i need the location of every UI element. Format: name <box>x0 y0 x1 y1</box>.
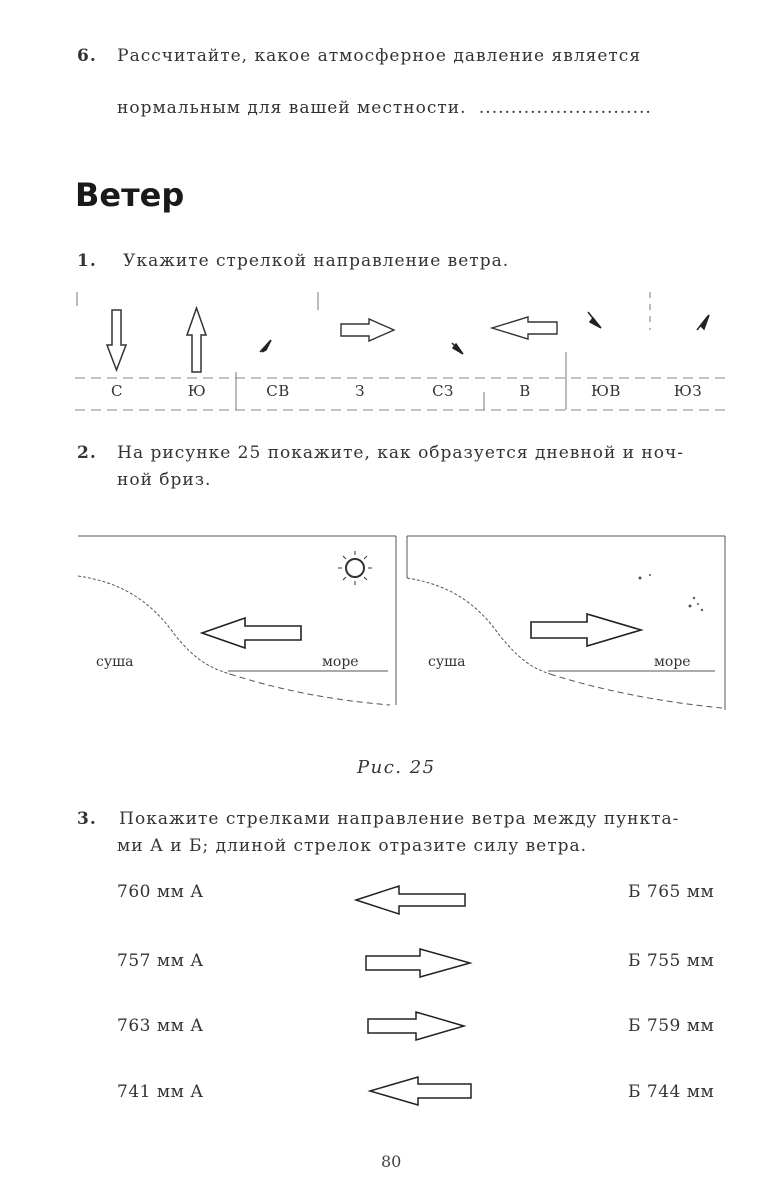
row-1-point-a: 760 мм А <box>117 882 204 902</box>
direction-label-west: З <box>355 382 365 400</box>
task-6-text-line-1: Рассчитайте, какое атмосферное давление является <box>117 46 642 66</box>
task-1-number: 1. <box>77 251 97 271</box>
task-1-text: Укажите стрелкой направление ветра. <box>123 251 510 271</box>
direction-label-northwest: СЗ <box>432 382 454 400</box>
task-2-text-line-2: ной бриз. <box>117 470 212 490</box>
row-4-point-a: 741 мм А <box>117 1082 204 1102</box>
task-6-number: 6. <box>77 46 97 66</box>
row-3-point-b: Б 759 мм <box>628 1016 715 1036</box>
direction-label-east: В <box>519 382 531 400</box>
direction-label-southeast: ЮВ <box>591 382 621 400</box>
row-3-point-a: 763 мм А <box>117 1016 204 1036</box>
answer-dots[interactable]: ........................... <box>478 98 652 118</box>
direction-label-north: С <box>111 382 123 400</box>
direction-label-southwest: ЮЗ <box>673 382 703 400</box>
direction-label-south: Ю <box>187 382 207 400</box>
row-4-point-b: Б 744 мм <box>628 1082 715 1102</box>
row-2-point-b: Б 755 мм <box>628 951 715 971</box>
row-1-point-b: Б 765 мм <box>628 882 715 902</box>
task-3-text-line-1: Покажите стрелками направление ветра между пункта- <box>119 809 680 829</box>
task-3-text-line-2: ми А и Б; длиной стрелок отразите силу ветра. <box>117 836 588 856</box>
figure-caption: Рис. 25 <box>357 757 436 778</box>
direction-label-northeast: СВ <box>266 382 290 400</box>
task-2-text-line-1: На рисунке 25 покажите, как образуется дневной и ноч- <box>117 443 684 463</box>
day-land-label: суша <box>96 654 134 670</box>
night-sea-label: море <box>654 654 691 670</box>
page-number: 80 <box>381 1152 402 1171</box>
task-6-text-line-2: нормальным для вашей местности. <box>117 98 467 118</box>
wind-arrow-row-3-icon[interactable] <box>368 1012 464 1040</box>
wind-arrow-row-2-icon[interactable] <box>366 949 470 977</box>
section-title: Ветер <box>75 176 185 214</box>
wind-arrow-row-1-icon[interactable] <box>356 886 465 914</box>
day-sea-label: море <box>322 654 359 670</box>
task-3-number: 3. <box>77 809 97 829</box>
row-2-point-a: 757 мм А <box>117 951 204 971</box>
task-2-number: 2. <box>77 443 97 463</box>
night-land-label: суша <box>428 654 466 670</box>
wind-arrow-row-4-icon[interactable] <box>370 1077 471 1105</box>
